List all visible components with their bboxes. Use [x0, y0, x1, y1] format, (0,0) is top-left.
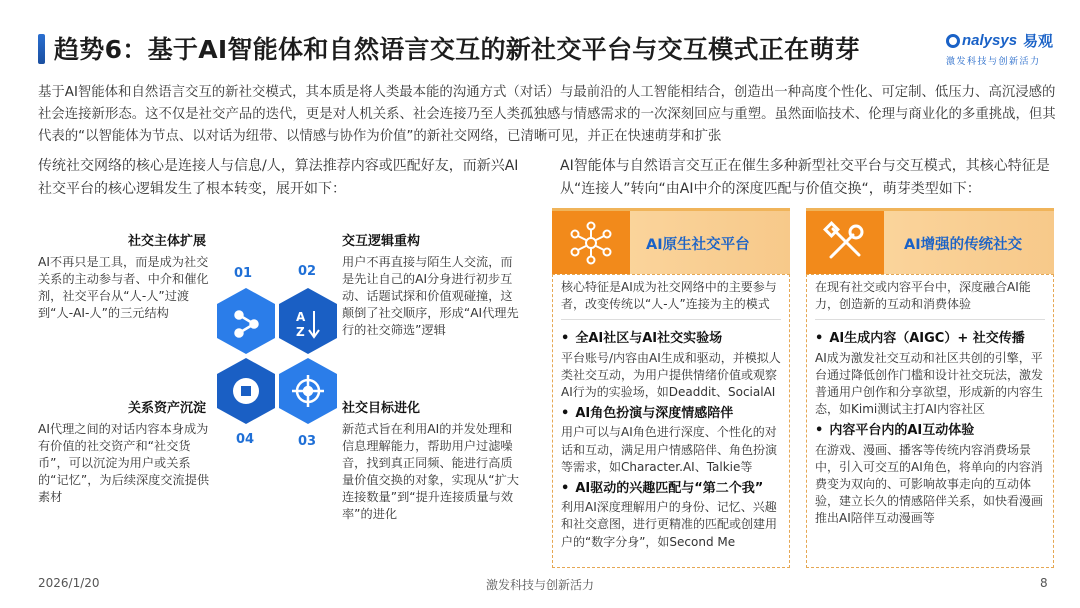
tools-icon	[806, 211, 884, 274]
block-title: 社交主体扩展	[127, 234, 206, 249]
num-03: 03	[298, 434, 317, 449]
hex-02	[279, 288, 337, 354]
hex-04	[217, 358, 275, 424]
card-sub-title: • AI生成内容（AIGC）+ 社交传播	[815, 331, 1025, 347]
bullet-icon: •	[561, 331, 570, 347]
logo-cn: 易观	[1023, 33, 1054, 50]
block-title: 社交目标进化	[342, 401, 421, 416]
svg-text:A: A	[296, 310, 306, 324]
stop-icon	[233, 378, 259, 404]
logo-mark-icon	[946, 34, 960, 48]
hexagon-diagram	[212, 258, 342, 454]
card-sub-text: 用户可以与AI角色进行深度、个性化的对话和互动，满足用户情感陪伴、角色扮演等需求，如Character.AI、Talkie等	[561, 425, 778, 474]
block-interaction-logic	[342, 233, 522, 339]
card-head-ai-enhanced	[806, 208, 1054, 274]
brand-logo	[946, 30, 1064, 70]
title-accent-bar	[38, 34, 45, 64]
left-heading: 传统社交网络的核心是连接人与信息/人，算法推荐内容或匹配好友，而新兴AI社交平台的核心逻辑发生了根本转变，展开如下：	[38, 158, 519, 197]
card-sub-text: 利用AI深度理解用户的身份、记忆、兴趣和社交意图，进行更精准的匹配或创建用户的“数字分身”，如Second Me	[561, 500, 778, 549]
card-label: AI增强的传统社交	[904, 237, 1023, 253]
network-icon	[552, 211, 630, 274]
hex-01	[217, 288, 275, 354]
logo-name: nalysys	[962, 32, 1018, 49]
bullet-icon: •	[561, 481, 570, 497]
block-text: AI不再只是工具，而是成为社交关系的主动参与者、中介和催化剂，社交平台从“人-人”过渡到“人-AI-人”的三元结构	[38, 255, 209, 320]
num-04: 04	[236, 432, 255, 447]
footer-tagline: 激发科技与创新活力	[485, 578, 594, 592]
card-label: AI原生社交平台	[646, 237, 750, 253]
right-heading: AI智能体与自然语言交互正在催生多种新型社交平台与交互模式，其核心特征是从“连接人”转向“由AI中介的深度匹配与价值交换“，萌芽类型如下：	[560, 158, 1050, 197]
bullet-icon: •	[815, 331, 824, 347]
block-social-goal	[342, 400, 522, 523]
card-sub-text: 在游戏、漫画、播客等传统内容消费场景中，引入可交互的AI角色，将单向的内容消费变为双向的、可影响故事走向的互动体验，建立长久的情感陪伴关系，如快看漫画推出AI陪伴互动漫画等	[815, 442, 1044, 526]
block-title: 交互逻辑重构	[342, 234, 421, 249]
hexagon-cluster	[212, 258, 342, 454]
block-title: 关系资产沉淀	[127, 401, 206, 416]
bullet-icon: •	[561, 406, 570, 422]
card-sub-title: • AI驱动的兴趣匹配与“第二个我”	[561, 481, 764, 497]
card-sub-title: • 内容平台内的AI互动体验	[815, 423, 975, 439]
bullet-icon: •	[815, 423, 824, 439]
card-ai-enhanced	[806, 274, 1054, 568]
block-social-subject	[38, 233, 210, 322]
page-number: 8	[1040, 576, 1048, 590]
num-02: 02	[298, 264, 317, 279]
card-ai-native	[552, 274, 790, 568]
block-text: 用户不再直接与陌生人交流，而是先让自己的AI分身进行初步互动、话题试探和价值观碰撞，这颠倒了社交顺序，形成“AI代理先行的社交筛选”逻辑	[342, 255, 519, 337]
footer-date: 2026/1/20	[38, 576, 100, 590]
svg-text:Z: Z	[296, 325, 305, 339]
card-head-ai-native	[552, 208, 790, 274]
hex-03	[279, 358, 337, 424]
block-text: AI代理之间的对话内容本身成为有价值的社交资产和“社交货币”，可以沉淀为用户或关系的“记忆”，为后续深度交流提供素材	[38, 422, 210, 504]
block-text: 新范式旨在利用AI的并发处理和信息理解能力，帮助用户过滤噪音，找到真正同频、能进行高质量价值交换的对象，实现从“扩大连接数量”到“提升连接质量与效率”的进化	[342, 422, 519, 521]
block-relationship-asset	[38, 400, 210, 506]
card-sub-text: 平台账号/内容由AI生成和驱动，并模拟人类社交互动，为用户提供情绪价值或观察AI行为的实验场，如Deaddit、SocialAI	[561, 350, 781, 400]
card-sub-text: AI成为激发社交互动和社区共创的引擎，平台通过降低创作门槛和设计社交玩法，激发普通用户创作和分享欲望，形成新的内容生态，如Kimi测试主打AI内容社区	[815, 350, 1044, 417]
card-core: 核心特征是AI成为社交网络中的主要参与者，改变传统以“人-人”连接为主的模式	[561, 279, 781, 320]
card-core: 在现有社交或内容平台中，深度融合AI能力，创造新的互动和消费体验	[815, 279, 1045, 320]
page-title: 趋势6：基于AI智能体和自然语言交互的新社交平台与交互模式正在萌芽	[54, 35, 860, 64]
intro-paragraph: 基于AI智能体和自然语言交互的新社交模式，其本质是将人类最本能的沟通方式（对话）与最前沿的人工智能相结合，创造出一种高度个性化、可定制、低压力、高沉浸感的社会连接新形态。这不仅是社交产品的迭代，更是对人机关系、社会连接乃至人类孤独感与情感需求的一次深刻回应与重塑。虽然面临技术、伦理与商业化的多重挑战，但其代表的“以智能体为节点、以对话为纽带、以情感与协作为价值”的新社交网络，已清晰可见，并正在快速萌芽和扩张	[38, 85, 1056, 144]
card-sub-title: • AI角色扮演与深度情感陪伴	[561, 406, 734, 422]
logo-tagline: 激发科技与创新活力	[946, 57, 1041, 67]
num-01: 01	[234, 266, 253, 281]
card-sub-title: • 全AI社区与AI社交实验场	[561, 331, 723, 347]
